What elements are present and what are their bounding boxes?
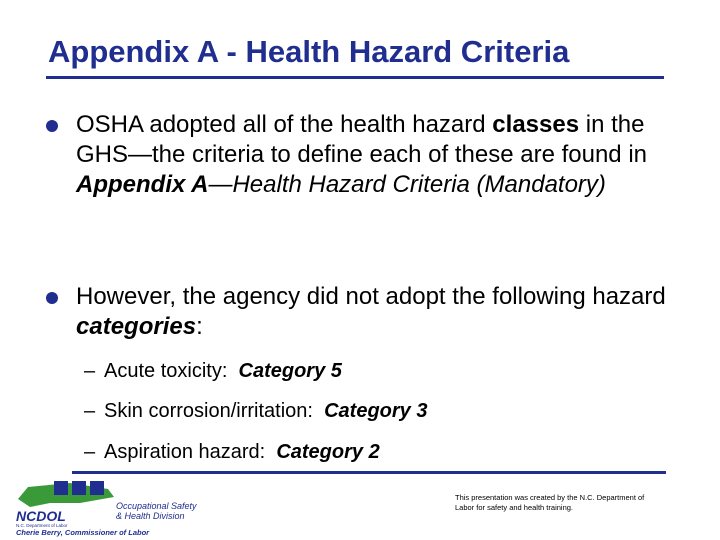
dash-icon: – <box>84 441 96 463</box>
bullet-text-part: OSHA adopted all of the health hazard <box>76 111 493 138</box>
bullet-text-bold: classes <box>492 111 580 138</box>
bullet-dot-icon <box>46 120 58 132</box>
sub-item-skin-corrosion <box>84 400 427 423</box>
sub-item-label: Aspiration hazard: <box>104 441 266 463</box>
bullet-osha-adopted <box>46 110 676 240</box>
logo-org-text: NCDOL <box>16 508 66 524</box>
bullet-text-bold-italic: categories <box>76 313 197 340</box>
logo-commissioner-text: Cherie Berry, Commissioner of Labor <box>16 528 150 537</box>
sub-item-aspiration-hazard <box>84 441 380 464</box>
bullet-text-part: : <box>196 313 203 340</box>
sub-item-category: Category 5 <box>238 360 342 382</box>
slide-title: Appendix A - Health Hazard Criteria <box>48 34 570 69</box>
safety-icon <box>90 481 104 495</box>
bullet-text-italic: —Health Hazard Criteria (Mandatory) <box>208 171 606 198</box>
dash-icon: – <box>84 400 96 422</box>
bullet-not-adopted <box>46 282 676 346</box>
sub-item-acute-toxicity <box>84 360 342 383</box>
sub-item-category: Category 2 <box>276 441 380 463</box>
sub-item-label: Acute toxicity: <box>104 360 228 382</box>
bullet-text-part: in the GHS—the criteria to define each of these are found in <box>76 111 647 168</box>
worker-icon <box>54 481 68 495</box>
bullet-dot-icon <box>46 292 58 304</box>
logo-org-sub-text: N.C. Department of Labor <box>16 523 68 528</box>
logo-division-line2: & Health Division <box>116 511 185 521</box>
dash-icon: – <box>84 360 96 382</box>
bullet-text-part: However, the agency did not adopt the following hazard <box>76 283 666 310</box>
footer-divider <box>72 471 666 474</box>
bullet-text <box>76 110 676 200</box>
bullet-text <box>76 282 676 342</box>
sub-item-category: Category 3 <box>324 400 428 422</box>
sub-item-label: Skin corrosion/irritation: <box>104 400 313 422</box>
industry-icon <box>72 481 86 495</box>
bullet-text-bold-italic: Appendix A <box>76 171 209 198</box>
ncdol-logo <box>10 477 210 537</box>
logo-division-line1: Occupational Safety <box>116 501 197 511</box>
footer-credit: This presentation was created by the N.C. Department of Labor for safety and health training. <box>455 493 645 512</box>
title-divider <box>46 76 664 79</box>
